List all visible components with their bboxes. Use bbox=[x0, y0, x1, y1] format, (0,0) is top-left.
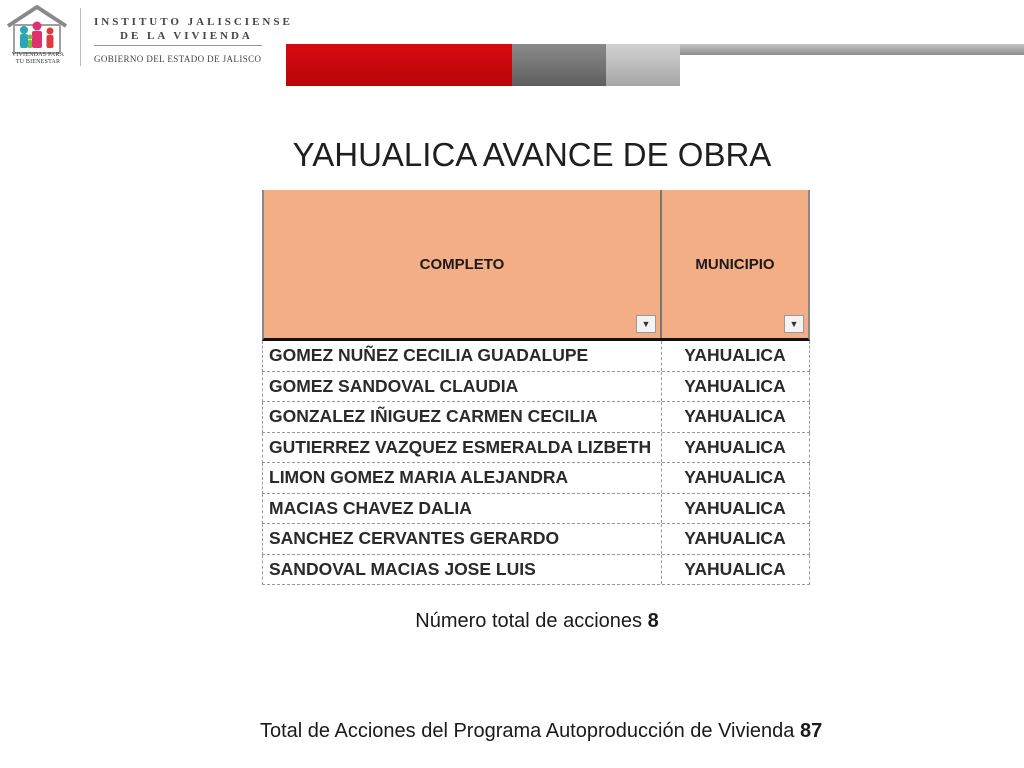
table-row bbox=[262, 402, 810, 433]
column-header-municipio: MUNICIPIO bbox=[695, 255, 775, 273]
filter-dropdown-icon[interactable]: ▼ bbox=[636, 315, 656, 333]
filter-active-icon[interactable]: ▼ bbox=[784, 315, 804, 333]
cell-municipio: YAHUALICA bbox=[661, 433, 808, 463]
org-government-line: GOBIERNO DEL ESTADO DE JALISCO bbox=[94, 54, 262, 64]
cell-completo: SANDOVAL MACIAS JOSE LUIS bbox=[269, 558, 536, 579]
table-row bbox=[262, 463, 810, 494]
table-body bbox=[262, 341, 810, 585]
program-total-label: Total de Acciones del Programa Autoproducción de Vivienda bbox=[260, 720, 795, 742]
header-band-light-gray bbox=[606, 44, 680, 86]
cell-municipio: YAHUALICA bbox=[661, 341, 808, 371]
cell-municipio: YAHUALICA bbox=[661, 372, 808, 402]
cell-completo: GOMEZ NUÑEZ CECILIA GUADALUPE bbox=[269, 345, 589, 365]
table-row bbox=[262, 372, 810, 403]
slide-title: YAHUALICA AVANCE DE OBRA bbox=[292, 136, 772, 173]
cell-completo: GONZALEZ IÑIGUEZ CARMEN CECILIA bbox=[269, 406, 598, 426]
table-row bbox=[262, 494, 810, 525]
cell-municipio: YAHUALICA bbox=[661, 494, 808, 524]
cell-completo: SANCHEZ CERVANTES GERARDO bbox=[269, 528, 560, 548]
table-row bbox=[262, 524, 810, 555]
org-name-line1: INSTITUTO JALISCIENSE bbox=[94, 16, 293, 28]
cell-completo: GUTIERREZ VAZQUEZ ESMERALDA LIZBETH bbox=[269, 436, 652, 457]
org-name-rule bbox=[94, 45, 262, 46]
header-band-thin-gray bbox=[680, 44, 1024, 55]
cell-completo: GOMEZ SANDOVAL CLAUDIA bbox=[269, 375, 519, 396]
org-name-line2: DE LA VIVIENDA bbox=[120, 30, 253, 42]
cell-completo: LIMON GOMEZ MARIA ALEJANDRA bbox=[269, 467, 569, 487]
header-band-dark-gray bbox=[512, 44, 606, 86]
cell-municipio: YAHUALICA bbox=[661, 555, 808, 585]
cell-completo: MACIAS CHAVEZ DALIA bbox=[269, 497, 472, 518]
cell-municipio: YAHUALICA bbox=[661, 463, 808, 493]
table-row bbox=[262, 555, 810, 586]
municipal-total-label: Número total de acciones bbox=[415, 610, 643, 632]
header-logo bbox=[0, 0, 293, 75]
column-header-completo: COMPLETO bbox=[264, 190, 662, 338]
header-band-red bbox=[286, 44, 512, 86]
logo-divider bbox=[80, 8, 81, 66]
table-header bbox=[262, 190, 810, 341]
cell-municipio: YAHUALICA bbox=[661, 524, 808, 554]
table-row bbox=[262, 433, 810, 464]
house-family-logo-icon bbox=[4, 4, 70, 54]
table-row bbox=[262, 341, 810, 372]
municipal-total bbox=[0, 610, 1024, 633]
beneficiaries-table bbox=[262, 190, 810, 585]
program-total bbox=[260, 720, 822, 743]
logo-tagline: VIVIENDAS PARA TU BIENESTAR bbox=[11, 52, 65, 65]
cell-municipio: YAHUALICA bbox=[661, 402, 808, 432]
municipal-total-value: 8 bbox=[647, 610, 659, 632]
program-total-value: 87 bbox=[800, 720, 823, 742]
